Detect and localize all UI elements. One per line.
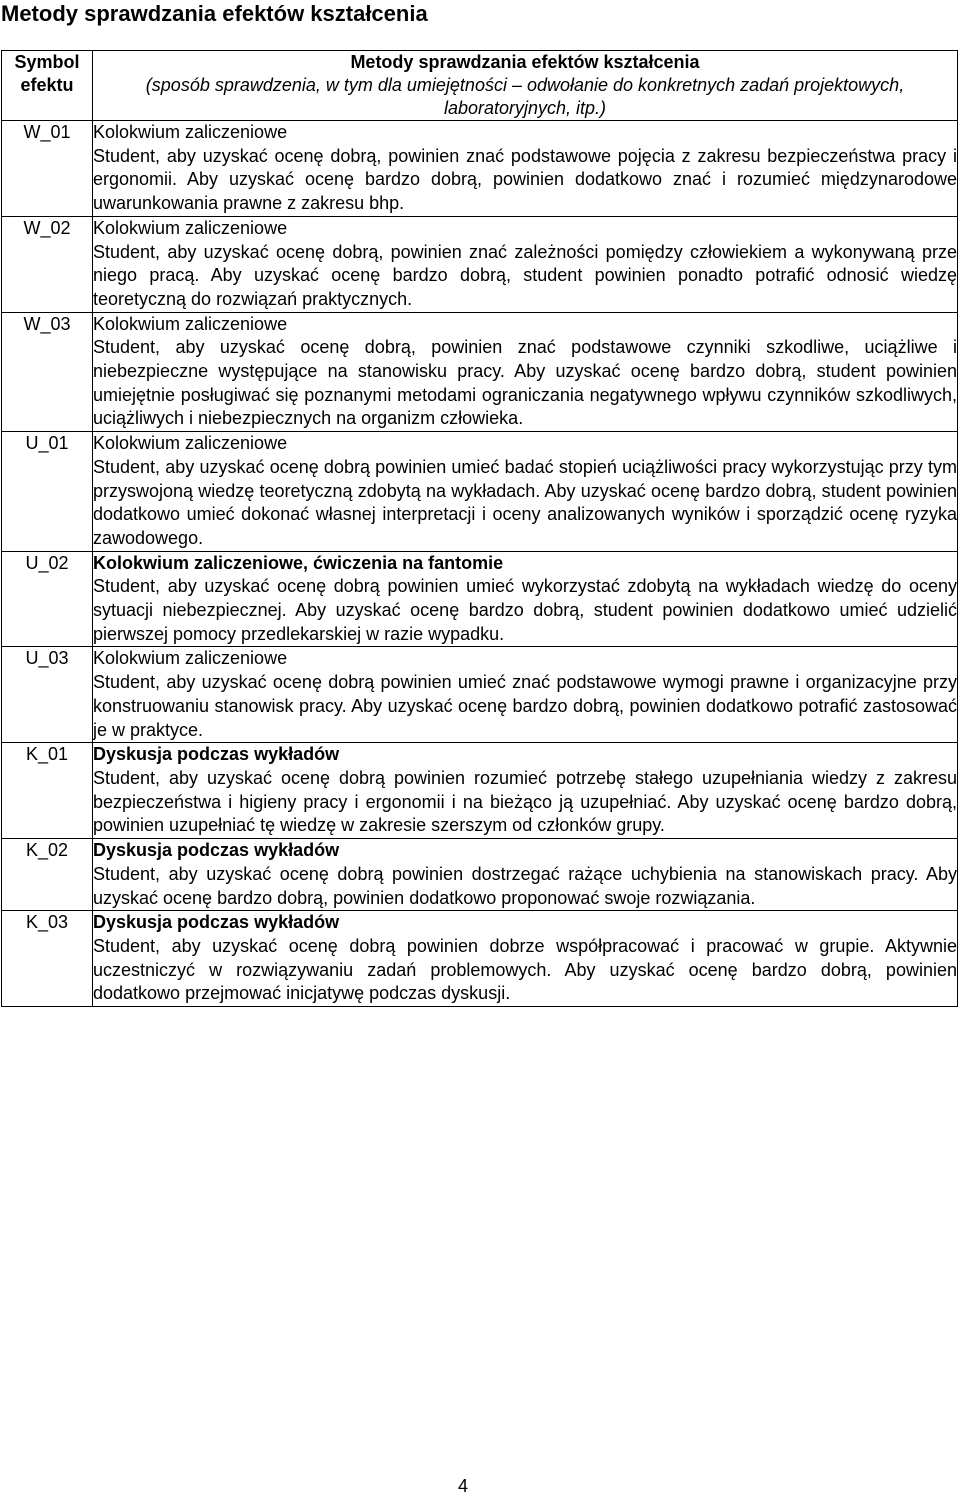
effect-symbol: U_03 [2, 647, 93, 743]
page-number: 4 [458, 1476, 469, 1496]
method-name: Dyskusja podczas wykładów [93, 912, 340, 933]
table-header-row [2, 51, 958, 121]
method-description: Student, aby uzyskać ocenę dobrą powinien umieć badać stopień uciążliwości pracy wykorzystując przy tym przyswojoną wiedzę teoretyczną zdobytą na wykładach. Aby uzyskać ocenę bardzo dobrą, student powinien dodatkowo umieć dokonać własnej interpretacji i oceny analizowanych wyników i sporządzić ocenę ryzyka zawodowego. [93, 456, 957, 548]
method-name: Dyskusja podczas wykładów [93, 840, 340, 861]
table-row [2, 121, 958, 217]
method-cell [93, 647, 958, 743]
table-row [2, 216, 958, 312]
method-cell [93, 121, 958, 217]
table-row [2, 432, 958, 552]
method-name: Kolokwium zaliczeniowe [93, 122, 288, 142]
effect-symbol: W_01 [2, 121, 93, 217]
methods-table [1, 50, 958, 1007]
symbol-column-header: Symbol efektu [2, 51, 93, 121]
method-cell [93, 432, 958, 552]
table-row [2, 839, 958, 911]
method-description: Student, aby uzyskać ocenę dobrą powinien dobrze współpracować i pracować w grupie. Aktywnie uczestniczyć w rozwiązywaniu zadań problemowych. Aby uzyskać ocenę bardzo dobrą, powinien dodatkowo przejmować inicjatywę podczas dyskusji. [93, 935, 957, 1004]
method-name: Kolokwium zaliczeniowe [93, 433, 288, 454]
methods-column-header [93, 51, 958, 121]
method-cell [93, 312, 958, 432]
page-title: Metody sprawdzania efektów kształcenia [1, 1, 428, 26]
effect-symbol: W_02 [2, 216, 93, 312]
effect-symbol: W_03 [2, 312, 93, 432]
table-row [2, 647, 958, 743]
method-description: Student, aby uzyskać ocenę dobrą powinien rozumieć potrzebę stałego uzupełniania wiedzy z zakresu bezpieczeństwa i higieny pracy i ergonomii i na bieżąco ją uzupełniać. Aby uzyskać ocenę bardzo dobrą, powinien uzupełniać tę wiedzę w zakresie szerszym od członków grupy. [93, 767, 957, 836]
table-row [2, 911, 958, 1007]
method-description: Student, aby uzyskać ocenę dobrą powinien dostrzegać rażące uchybienia na stanowiskach pracy. Aby uzyskać ocenę bardzo dobrą, powinien dodatkowo proponować swoje rozwiązania. [93, 863, 957, 908]
method-name: Dyskusja podczas wykładów [93, 744, 340, 765]
method-description: Student, aby uzyskać ocenę dobrą powinien umieć znać podstawowe wymogi prawne i organizacyjne przy konstruowaniu stanowisk pracy. Aby uzyskać ocenę bardzo dobrą, powinien dodatkowo potrafić zastosować je w praktyce. [93, 672, 957, 740]
table-row [2, 312, 958, 432]
methods-header-title: Metody sprawdzania efektów kształcenia [350, 52, 700, 72]
table-row [2, 551, 958, 647]
method-description: Student, aby uzyskać ocenę dobrą powinien umieć wykorzystać zdobytą na wykładach wiedzę do oceny sytuacji niebezpiecznej. Aby uzyskać ocenę bardzo dobrą, student powinien dodatkowo umieć udzielić pierwszej pomocy przedlekarskiej w razie wypadku. [93, 576, 957, 644]
effect-symbol: U_01 [2, 432, 93, 552]
effect-symbol: U_02 [2, 551, 93, 647]
method-cell [93, 216, 958, 312]
effect-symbol: K_01 [2, 743, 93, 839]
methods-header-subtitle: (sposób sprawdzenia, w tym dla umiejętności – odwołanie do konkretnych zadań projektowych, laboratoryjnych, itp.) [145, 75, 905, 118]
method-name: Kolokwium zaliczeniowe [93, 217, 288, 238]
method-name: Kolokwium zaliczeniowe [93, 313, 288, 334]
effect-symbol: K_02 [2, 839, 93, 911]
method-name: Kolokwium zaliczeniowe [93, 648, 288, 669]
effect-symbol: K_03 [2, 911, 93, 1007]
method-description: Student, aby uzyskać ocenę dobrą, powinien znać podstawowe czynniki szkodliwe, uciążliwe i niebezpieczne występujące na stanowisku pracy. Aby uzyskać ocenę bardzo dobrą, student powinien umiejętnie posługiwać się poznanymi metodami ograniczania negatywnego wpływu czynników szkodliwych, uciążliwych i niebezpiecznych na organizm człowieka. [93, 337, 957, 429]
method-cell [93, 743, 958, 839]
method-name: Kolokwium zaliczeniowe, ćwiczenia na fantomie [93, 552, 504, 573]
method-cell [93, 911, 958, 1007]
method-cell [93, 839, 958, 911]
method-description: Student, aby uzyskać ocenę dobrą, powinien znać zależności pomiędzy człowiekiem a wykonywaną prze niego pracą. Aby uzyskać ocenę bardzo dobrą, student powinien ponadto potrafić odnosić wiedzę teoretyczną do rozwiązań praktycznych. [93, 241, 957, 309]
table-row [2, 743, 958, 839]
method-description: Student, aby uzyskać ocenę dobrą, powinien znać podstawowe pojęcia z zakresu bezpieczeństwa pracy i ergonomii. Aby uzyskać ocenę bardzo dobrą, powinien dodatkowo znać i rozumieć międzynarodowe uwarunkowania prawne z zakresu bhp. [93, 145, 957, 214]
method-cell [93, 551, 958, 647]
